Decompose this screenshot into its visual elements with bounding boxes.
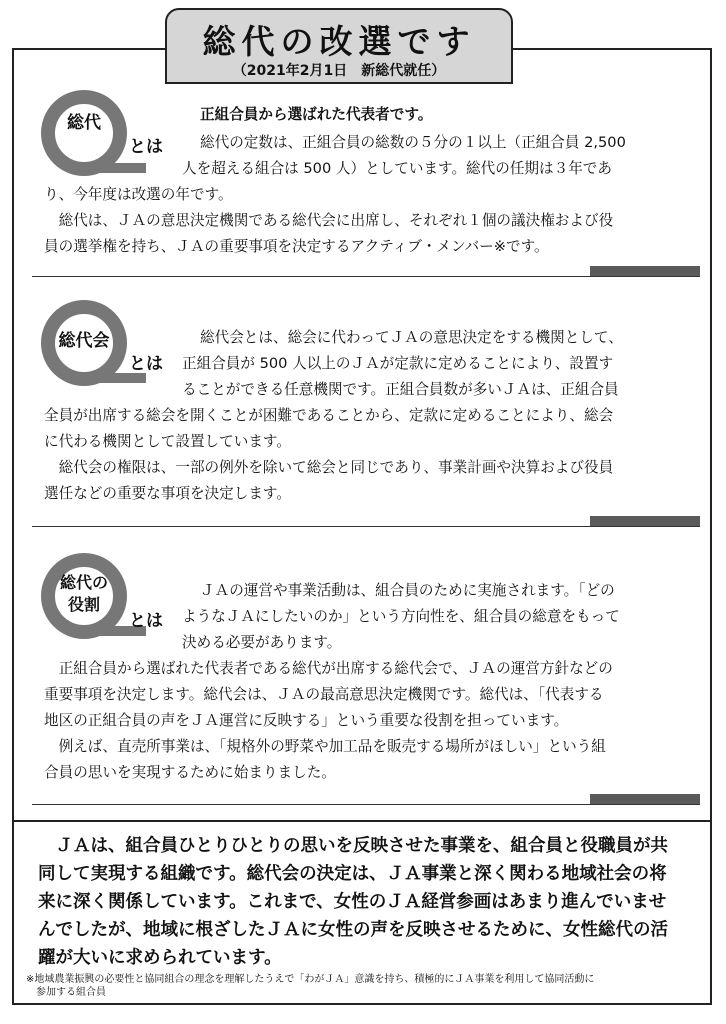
body-line: 総代会の権限は、一部の例外を除いて総会と同じであり、事業計画や決算および役員 [44,459,614,476]
section-headline: 正組合員から選ばれた代表者です。 [200,106,433,123]
divider-bar [590,794,700,804]
q-label: 総代 [67,113,101,133]
q-suffix: とは [129,137,163,157]
body-line: 総代は、ＪＡの意思決定機関である総代会に出席し、それぞれ１個の議決権および役 [44,212,614,229]
body-line: 人を超える組合は 500 人）としています。総代の任期は３年であ [182,160,612,177]
body-line: 全員が出席する総会を開くことが困難であることから、定款に定めることにより、総会 [44,407,614,424]
body-line: 決める必要があります。 [182,634,342,651]
summary-line: ＪＡは、組合員ひとりひとりの思いを反映させた事業を、組合員と役職員が共 [38,836,668,856]
body-line: 例えば、直売所事業は、「規格外の野菜や加工品を販売する場所がほしい」という組 [44,738,606,755]
page-subtitle: （2021年2月1日 新総代就任） [232,63,446,79]
body-line: に代わる機関として設置しています。 [44,433,291,450]
summary-line: 同して実現する組織です。総代会の決定は、ＪＡ事業と深く関わる地域社会の将 [38,864,667,884]
footnote-line: 参加する組合員 [26,987,106,998]
section-sodaikai [12,295,712,535]
summary-line: 来に深く関係しています。これまで、女性のＪＡ経営参画はあまり進んでいませ [38,892,667,912]
section-sodai [12,80,712,280]
body-line: り、今年度は改選の年です。 [44,186,233,203]
body-line: ＪＡの運営や事業活動は、組合員のために実施されます。「どの [200,582,615,599]
divider-bar [590,516,700,526]
summary-text [38,832,668,972]
body-line: 重要事項を決定します。総代会は、ＪＡの最高意思決定機関です。総代は、「代表する [44,686,604,703]
body-line: 選任などの重要な事項を決定します。 [44,485,291,502]
divider-bar [590,266,700,276]
body-line: 合員の思いを実現するために始まりました。 [44,764,336,781]
footnote [26,973,594,999]
body-line: 正組合員が 500 人以上のＪＡが定款に定めることにより、設置す [182,355,614,372]
body-line: ることができる任意機関です。正組合員数が多いＪＡは、正組合員 [182,381,619,398]
body-line: 総代会とは、総会に代わってＪＡの意思決定をする機関として、 [200,329,623,346]
body-line: ようなＪＡにしたいのか」という方向性を、組合員の総意をもって [182,608,620,625]
title-banner [165,8,513,84]
q-suffix: とは [129,354,163,374]
summary-line: 躍が大いに求められています。 [38,948,282,968]
summary-line: んでしたが、地域に根ざしたＪＡに女性の声を反映させるために、女性総代の活 [38,920,668,940]
q-label-line2: 役割 [67,595,100,614]
section-divider [32,804,700,805]
section-divider [32,276,700,277]
body-line: 正組合員から選ばれた代表者である総代が出席する総代会で、ＪＡの運営方針などの [44,660,613,677]
q-label-line1: 総代の [59,573,108,592]
section-sodai-yakuwari [12,548,712,808]
q-label: 総代会 [58,331,110,351]
footnote-line: ※地域農業振興の必要性と協同組合の理念を理解したうえで「わがＪＡ」意識を持ち、積極的にＪＡ事業を利用して協同活動に [26,974,595,985]
body-line: 員の選挙権を持ち、ＪＡの重要事項を決定するアクティブ・メンバー※です。 [44,238,549,255]
body-line: 地区の正組合員の声をＪＡ運営に反映する」という重要な役割を担っています。 [44,712,569,729]
body-line: 総代の定数は、正組合員の総数の５分の１以上（正組合員 2,500 [200,134,626,151]
q-suffix: とは [129,611,163,631]
page-title: 総代の改選です [202,22,476,61]
section-divider [32,526,700,527]
